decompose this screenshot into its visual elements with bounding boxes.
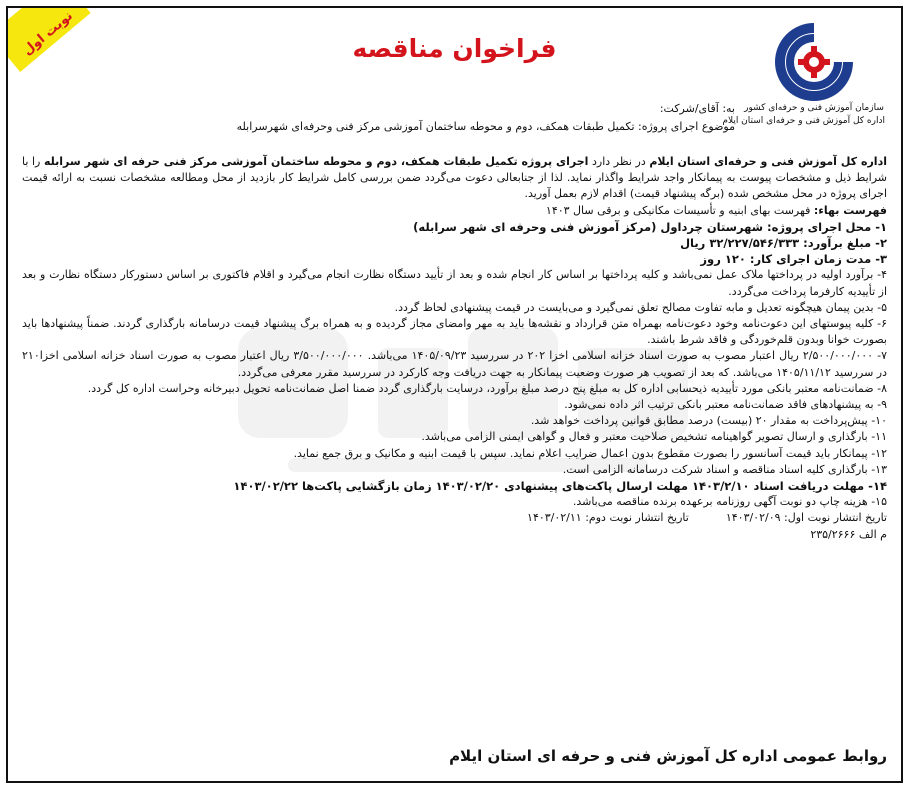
item-1: ۱- محل اجرای پروژه: شهرستان چرداول (مرکز آموزش فنی وحرفه ای شهر سرابله) (413, 219, 887, 234)
item-5: ۵- بدین پیمان هیچگونه تعدیل و مابه تفاوت مصالح تعلق نمی‌گیرد و می‌بایست در قیمت پیشنهادی لحاظ گردد. (394, 300, 887, 314)
intro-text-1: در نظر دارد (588, 155, 650, 168)
publication-dates (22, 510, 887, 526)
price-list-label: فهرست بهاء: (813, 203, 887, 217)
item-12: ۱۲- پیمانکار باید قیمت آسانسور را بصورت مقطوع بدون اعمال ضرایب اعلام نماید. سپس با قیمت ابنیه و مکانیک و برق جمع نماید. (293, 446, 887, 460)
intro-text-2: را با شرایط ذیل و مشخصات پیوست به پیمانکار واجد شرایط واگذار نماید. لذا از جنابعالی دعوت می‌گردد ضمن بررسی کامل شرایط کار بازدید از محل ومطالعه مشخصات نسبت به ارائه قیمت اجرای پروژه در محل مشخص شده (برگه پیشنهاد قیمت) اقدام لازم بعمل آورید. (22, 155, 887, 201)
first-round-badge: نوبت اول (6, 6, 91, 72)
item-2: ۲- مبلغ برآورد: ۳۲/۲۲۷/۵۴۶/۳۳۳ ریال (680, 236, 887, 251)
item-10: ۱۰- پیش‌پرداخت به مقدار ۲۰ (بیست) درصد مطابق قوانین پرداخت خواهد شد. (530, 414, 887, 428)
reference-number: م الف ۲۳۵/۲۶۶۶ (810, 527, 887, 541)
item-13: ۱۳- بارگذاری کلیه اسناد مناقصه و اسناد شرکت درسامانه الزامی است. (562, 462, 887, 476)
item-11: ۱۱- بارگذاری و ارسال تصویر گواهینامه تشخیص صلاحیت معتبر و فعال و گواهی ایمنی الزامی می‌باشد. (421, 430, 887, 444)
price-list-line (22, 203, 887, 219)
item-4: ۴- برآورد اولیه در پرداختها ملاک عمل نمی‌باشد و کلیه پرداختها بر اساس کار انجام شده و بعد از تأیید دستگاه نظارت انجام می‌گیرد و اقلام فاکتوری بر اساس دستورکار دستگاه نظارت و بعد از تأییدیه کارفرما پرداخت می‌گردد. (22, 268, 887, 298)
item-14: ۱۴- مهلت دریافت اسناد ۱۴۰۳/۲/۱۰ مهلت ارسال پاکت‌های پیشنهادی ۱۴۰۳/۰۲/۲۰ زمان بازگشایی پاکت‌ها ۱۴۰۳/۰۲/۲۲ (233, 479, 887, 494)
item-15: ۱۵- هزینه چاپ دو نوبت آگهی روزنامه برعهده برنده مناقصه می‌باشد. (572, 495, 887, 509)
intro-org: اداره کل آموزش فنی و حرفه‌ای استان ایلام (649, 155, 887, 168)
notice-body (22, 154, 887, 543)
intro-paragraph (22, 154, 887, 203)
logo-caption-1: سازمان آموزش فنی و حرفه‌ای کشور (744, 103, 884, 113)
intro-project: اجرای پروژه تکمیل طبقات همکف، دوم و محوطه ساختمان آموزشی مرکز فنی حرفه ای شهر سرابله (43, 155, 589, 168)
item-6: ۶- کلیه پیوستهای این دعوت‌نامه وخود دعوت‌نامه بهمراه متن قرارداد و نقشه‌ها باید به مهر وامضای مجاز گردیده و به همراه برگ پیشنهاد قیمت درسامانه بارگذاری گردند. ضمناً پیشنهادها باید بصورت خوانا وبدون قلم‌خوردگی و فاقد شرط باشند. (22, 317, 887, 347)
page-title: فراخوان مناقصه (352, 34, 557, 63)
logo-caption-2: اداره کل آموزش فنی و حرفه‌ای استان ایلام (722, 116, 885, 126)
price-list-text: فهرست بهای ابنیه و تأسیسات مکانیکی و برقی سال ۱۴۰۳ (545, 203, 814, 217)
recipient-line: به: آقای/شرکت: (659, 102, 735, 115)
subject-line: موضوع اجرای پروژه: تکمیل طبقات همکف، دوم و محوطه ساختمان آموزشی مرکز فنی وحرفه‌ای شهرسرابله (236, 120, 735, 133)
address-block (237, 100, 735, 136)
footer-signature: روابط عمومی اداره کل آموزش فنی و حرفه ای استان ایلام (449, 747, 887, 765)
tender-notice (6, 6, 903, 783)
second-publication-date: تاریخ انتشار نوبت دوم: ۱۴۰۳/۰۲/۱۱ (527, 511, 689, 525)
item-7: ۷- ۲/۵۰۰/۰۰۰/۰۰۰ ریال اعتبار مصوب به صورت اسناد خزانه اسلامی اخزا ۲۰۲ در سررسید ۱۴۰۵/۰۹/۲۳ می‌باشد. ۳/۵۰۰/۰۰۰/۰۰۰ ریال اعتبار مصوب به صورت اسناد خزانه اسلامی اخزا۲۱۰ در سررسید ۱۴۰۵/۱۱/۱۲ می‌باشد. که بعد از تصویب هر صورت وضعیت پیمانکار به جهت دریافت وجه کارکرد در سررسید مقرر معرفی می‌گردد. (22, 349, 887, 379)
first-publication-date: تاریخ انتشار نوبت اول: ۱۴۰۳/۰۲/۰۹ (725, 511, 887, 525)
item-3: ۳- مدت زمان اجرای کار: ۱۲۰ روز (700, 252, 887, 267)
item-8: ۸- ضمانت‌نامه معتبر بانکی مورد تأییدیه ذیحسابی اداره کل به مبلغ پنج درصد مبلغ برآورد، درسایت بارگذاری گردد ضمنا اصل ضمانت‌نامه تحویل دبیرخانه وحراست اداره کل گردد. (87, 381, 887, 395)
item-9: ۹- به پیشنهادهای فاقد ضمانت‌نامه معتبر بانکی ترتیب اثر داده نمی‌شود. (564, 398, 887, 412)
